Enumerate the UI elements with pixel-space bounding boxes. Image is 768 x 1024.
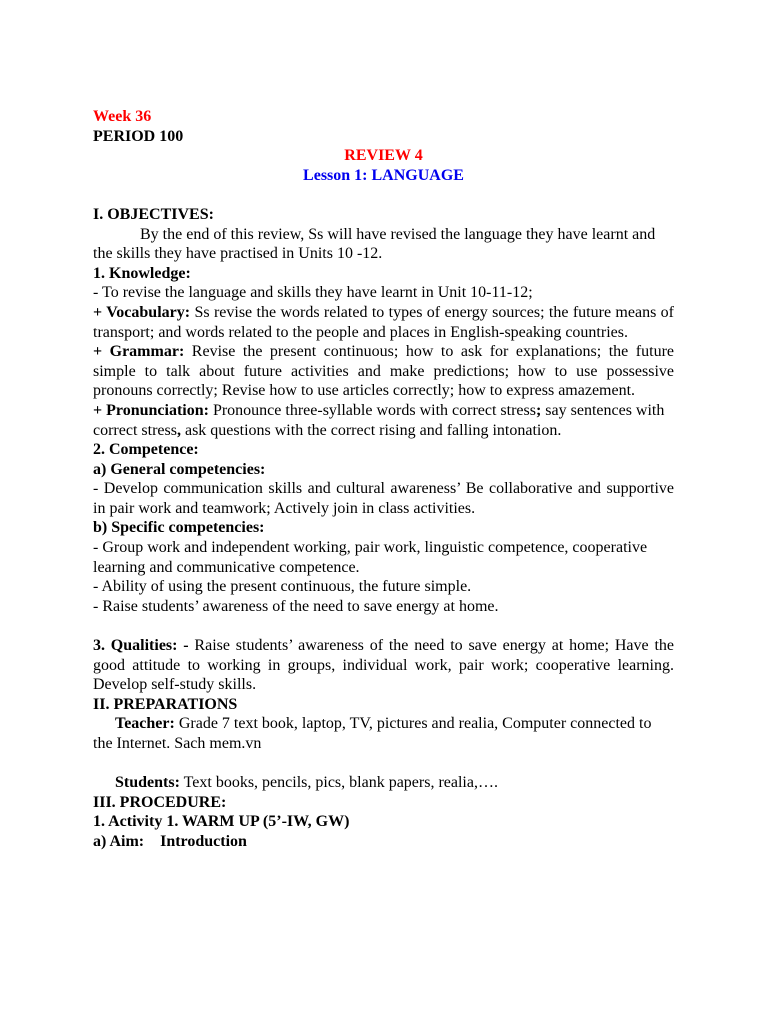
document-body xyxy=(93,107,674,852)
qualities-label: 3. Qualities: - xyxy=(93,637,189,655)
teacher-paragraph xyxy=(93,714,674,753)
grammar-text: Revise the present continuous; how to ask for explanations; the future simple to talk about future activities and make predictions; how to use possessive pronouns correctly; Revise how to use articles correctly; how to express amazement. xyxy=(93,343,675,400)
vocabulary-text: Ss revise the words related to types of energy sources; the future means of transport; and words related to the people and places in English-speaking countries. xyxy=(93,303,674,341)
teacher-label: Teacher: xyxy=(115,715,175,733)
knowledge-line: - To revise the language and skills they have learnt in Unit 10-11-12; xyxy=(93,284,533,302)
pronunciation-label: + Pronunciation: xyxy=(93,401,209,419)
pronunciation-paragraph xyxy=(93,401,674,440)
specific-competency-item: - Group work and independent working, pair work, linguistic competence, cooperative learning and communicative competence. xyxy=(93,539,648,576)
knowledge-heading: 1. Knowledge: xyxy=(93,264,191,282)
objectives-intro: By the end of this review, Ss will have revised the language they have learnt and the skills they have practised in Units 10 -12. xyxy=(93,225,656,263)
pronunciation-separator-2: , xyxy=(176,421,181,439)
qualities-text: Raise students’ awareness of the need to save energy at home; Have the good attitude to working in groups, individual work, pair work; cooperative learning. Develop self-study skills. xyxy=(93,637,674,694)
vocabulary-paragraph xyxy=(93,303,674,342)
lesson-title: Lesson 1: LANGUAGE xyxy=(303,166,464,184)
teacher-text: Grade 7 text book, laptop, TV, pictures and realia, Computer connected to the Internet. Sach mem.vn xyxy=(93,715,652,752)
general-competencies-heading: a) General competencies: xyxy=(93,460,266,478)
qualities-paragraph xyxy=(93,636,674,695)
spacer xyxy=(93,616,674,636)
competence-heading: 2. Competence: xyxy=(93,441,199,459)
students-text: Text books, pencils, pics, blank papers, realia,…. xyxy=(179,774,498,792)
specific-competency-item: - Raise students’ awareness of the need to save energy at home. xyxy=(93,597,499,615)
grammar-paragraph xyxy=(93,342,674,401)
specific-competency-item: - Ability of using the present continuous, the future simple. xyxy=(93,578,472,596)
review-title: REVIEW 4 xyxy=(344,147,423,165)
aim-line: a) Aim: Introduction xyxy=(93,832,247,850)
spacer xyxy=(93,185,674,205)
week-label: Week 36 xyxy=(93,108,152,125)
period-label: PERIOD 100 xyxy=(93,127,184,145)
pronunciation-text-1: Pronounce three-syllable words with correct stress xyxy=(208,401,536,419)
objectives-heading: I. OBJECTIVES: xyxy=(93,205,214,223)
students-paragraph xyxy=(93,773,674,793)
pronunciation-text-3: ask questions with the correct rising and falling intonation. xyxy=(180,421,562,439)
specific-competencies-heading: b) Specific competencies: xyxy=(93,519,265,537)
preparations-heading: II. PREPARATIONS xyxy=(93,695,238,713)
general-competencies-text: - Develop communication skills and cultural awareness’ Be collaborative and supportive in pair work and teamwork; Actively join in class activities. xyxy=(93,480,674,517)
procedure-heading: III. PROCEDURE: xyxy=(93,793,227,811)
grammar-label: + Grammar: xyxy=(93,343,185,361)
vocabulary-label: + Vocabulary: xyxy=(93,303,191,321)
pronunciation-separator-1: ; xyxy=(535,401,542,419)
pronunciation-text-2: say sentences with correct stress xyxy=(93,401,665,439)
activity-1-heading: 1. Activity 1. WARM UP (5’-IW, GW) xyxy=(93,813,350,831)
students-label: Students: xyxy=(115,774,180,792)
spacer xyxy=(93,754,674,774)
